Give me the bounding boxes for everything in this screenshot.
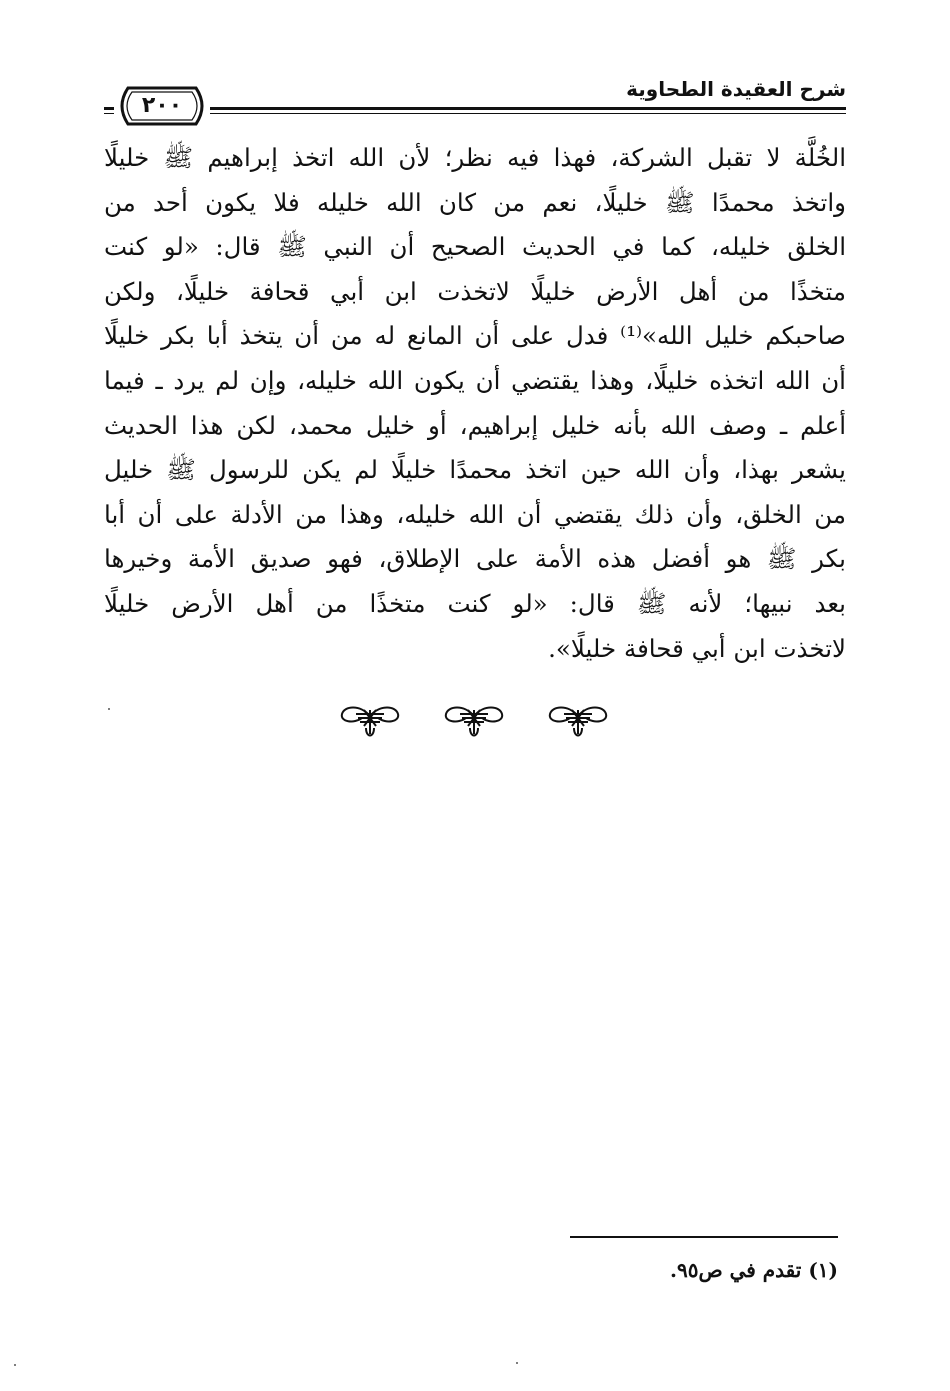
body-text (104, 136, 846, 671)
text-line: أن الله اتخذه خليلًا، وهذا يقتضي أن يكون الله خليله، وإن لم يرد ـ فيما (104, 365, 846, 395)
text-line: الخُلَّة لا تقبل الشركة، فهذا فيه نظر؛ لأن الله اتخذ إبراهيم ﷺ خليلًا (104, 143, 846, 172)
text-line: الخلق خليله، كما في الحديث الصحيح أن النبي ﷺ قال: «لو كنت (104, 232, 846, 262)
fleuron-icon (544, 700, 612, 746)
fleuron-icon (440, 700, 508, 746)
footnote: (١) تقدم في ص٩٥. (670, 1258, 838, 1282)
section-ornaments (330, 700, 620, 748)
header-rule-thick (104, 107, 846, 110)
text-line: بعد نبيها؛ لأنه ﷺ قال: «لو كنت متخذًا من أهل الأرض خليلًا (104, 588, 846, 618)
scan-speck (14, 1364, 16, 1366)
text-line: صاحبكم خليل الله»⁽¹⁾ فدل على أن المانع له من أن يتخذ أبا بكر خليلًا (104, 321, 846, 351)
text-line: أعلم ـ وصف الله بأنه خليل إبراهيم، أو خليل محمد، لكن هذا الحديث (104, 410, 846, 440)
text-line: واتخذ محمدًا ﷺ خليلًا، نعم من كان الله خليله فلا يكون أحد من (104, 187, 846, 217)
footnote-rule (570, 1236, 838, 1238)
text-line: بكر ﷺ هو أفضل هذه الأمة على الإطلاق، فهو صديق الأمة وخيرها (104, 544, 846, 574)
page-header (104, 72, 846, 132)
scan-speck (516, 1362, 518, 1364)
text-line: من الخلق، وأن ذلك يقتضي أن الله خليله، وهذا من الأدلة على أن أبا (104, 499, 846, 529)
scan-speck (108, 708, 110, 710)
fleuron-icon (336, 700, 404, 746)
text-line: لاتخذت ابن أبي قحافة خليلًا». (548, 633, 846, 663)
book-title: شرح العقيدة الطحاوية (616, 74, 846, 104)
text-line: متخذًا من أهل الأرض خليلًا لاتخذت ابن أبي قحافة خليلًا، ولكن (104, 276, 846, 306)
page-number: ٢٠٠ (141, 93, 183, 118)
page-number-frame (114, 82, 210, 130)
header-rule-thin (104, 113, 846, 114)
text-line: يشعر بهذا، وأن الله حين اتخذ محمدًا خليلًا لم يكن للرسول ﷺ خليل (104, 455, 846, 485)
